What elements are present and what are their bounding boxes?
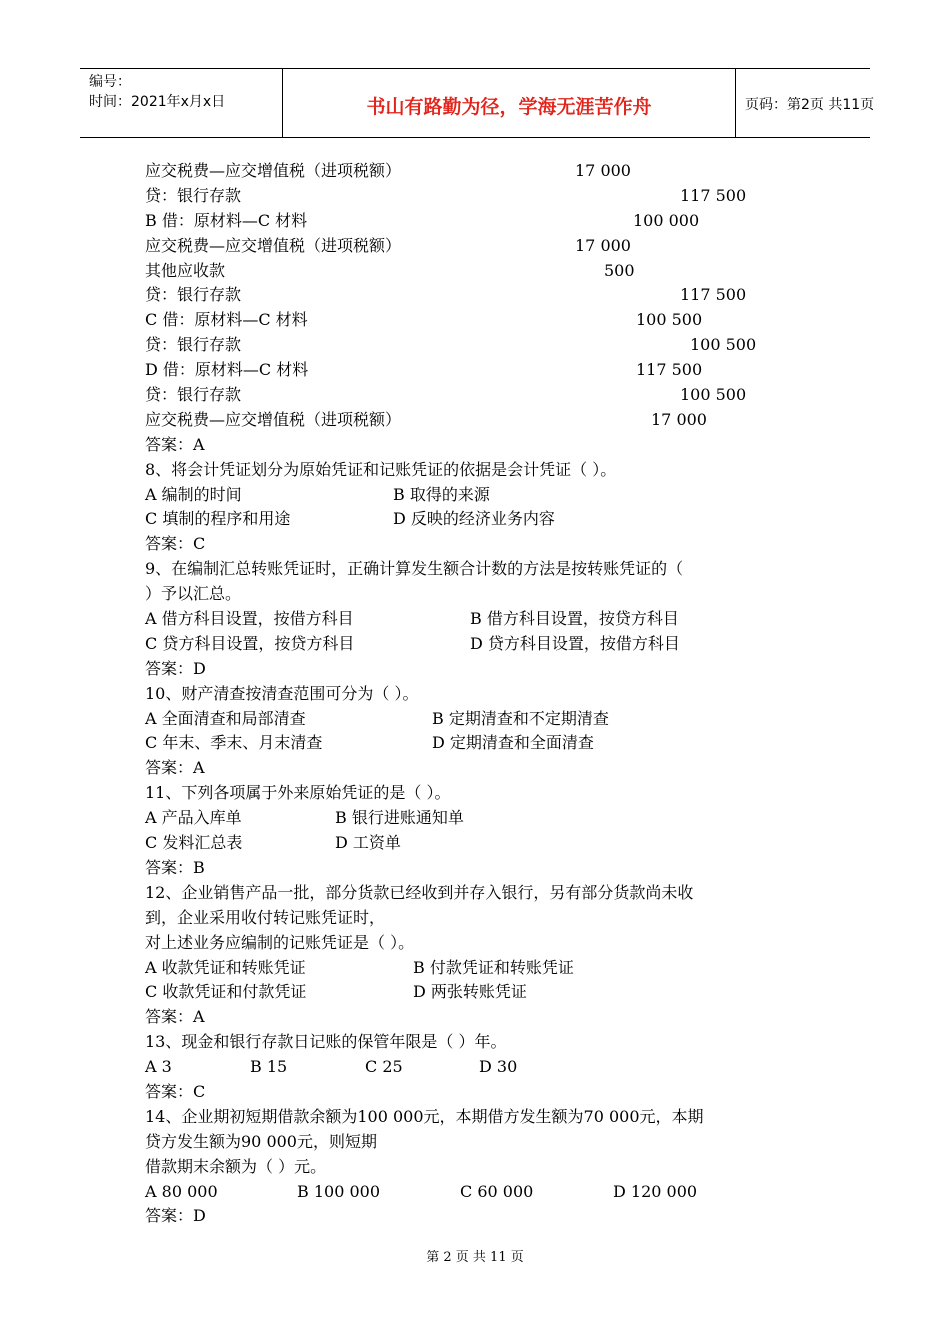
option-a: A 借方科目设置，按借方科目	[145, 609, 354, 629]
header-motto: 书山有路勤为径，学海无涯苦作舟	[366, 96, 652, 118]
option-row	[145, 831, 825, 856]
option-a: A 编制的时间	[145, 484, 242, 504]
option-b: B 借方科目设置，按贷方科目	[470, 609, 679, 629]
question-stem: 8、将会计凭证划分为原始凭证和记账凭证的依据是会计凭证（ ）。	[145, 459, 617, 479]
entry-text: 贷：银行存款	[145, 285, 242, 305]
header-left-cell	[80, 69, 282, 137]
entry-amount: 500	[604, 260, 635, 280]
entry-amount: 117 500	[680, 285, 747, 305]
entry-line	[145, 159, 825, 184]
question-stem-cont: ）予以汇总。	[145, 584, 242, 604]
option-d: D 工资单	[335, 833, 401, 853]
entry-line	[145, 209, 825, 234]
entry-amount: 100 000	[633, 210, 700, 230]
question-stem: 14、企业期初短期借款余额为100 000元，本期借方发生额为70 000元，本期	[145, 1106, 704, 1126]
document-number-label: 编号：	[89, 74, 131, 90]
header-page-info: 页码：第2页 共11页	[745, 97, 875, 113]
option-d: D 反映的经济业务内容	[393, 509, 555, 529]
header-motto-cell	[282, 69, 736, 137]
page-header	[80, 68, 875, 138]
answer-line: 答案：C	[145, 534, 206, 554]
entry-amount: 17 000	[575, 235, 631, 255]
entry-amount: 117 500	[680, 185, 747, 205]
entry-text: 贷：银行存款	[145, 335, 242, 355]
entry-amount: 17 000	[575, 161, 631, 180]
question-stem-cont: 对上述业务应编制的记账凭证是（ ）。	[145, 932, 415, 952]
option-b: B 付款凭证和转账凭证	[413, 957, 574, 977]
option-row	[145, 1055, 825, 1080]
question-stem: 11、下列各项属于外来原始凭证的是（ ）。	[145, 783, 451, 803]
question-stem-cont: 贷方发生额为90 000元，则短期	[145, 1131, 377, 1151]
page-footer: 第 2 页 共 11 页	[426, 1250, 524, 1265]
option-row	[145, 607, 825, 632]
answer-line: 答案：D	[145, 1206, 206, 1226]
option-d: D 120 000	[613, 1181, 698, 1201]
entry-text: 其他应收款	[145, 260, 226, 280]
option-row	[145, 483, 825, 508]
entry-line	[145, 308, 825, 333]
option-a: A 80 000	[145, 1181, 218, 1201]
option-a: A 收款凭证和转账凭证	[145, 957, 306, 977]
option-c: C 收款凭证和付款凭证	[145, 982, 307, 1002]
option-d: D 两张转账凭证	[413, 982, 527, 1002]
question-stem: 12、企业销售产品一批，部分货款已经收到并存入银行，另有部分货款尚未收	[145, 882, 694, 902]
entry-amount: 100 500	[680, 385, 747, 405]
header-right-cell	[735, 69, 875, 137]
option-a: A 全面清查和局部清查	[145, 708, 306, 728]
entry-text: 贷：银行存款	[145, 385, 242, 405]
answer-line: 答案：A	[145, 758, 205, 778]
option-row	[145, 507, 825, 532]
entry-text: C 借：原材料—C 材料	[145, 310, 308, 330]
option-b: B 取得的来源	[393, 484, 490, 504]
entry-text: 应交税费—应交增值税（进项税额）	[145, 161, 402, 180]
option-c: C 填制的程序和用途	[145, 509, 291, 529]
entry-line	[145, 358, 825, 383]
option-c: C 25	[365, 1057, 403, 1077]
entry-amount: 117 500	[636, 360, 703, 380]
entry-line	[145, 234, 825, 259]
entry-line	[145, 283, 825, 308]
entry-text: 贷：银行存款	[145, 185, 242, 205]
question-stem-cont: 借款期末余额为（ ）元。	[145, 1156, 327, 1176]
entry-text: B 借：原材料—C 材料	[145, 210, 308, 230]
answer-line: 答案：A	[145, 1007, 205, 1027]
answer-line: 答案：D	[145, 658, 206, 678]
entry-line	[145, 383, 825, 408]
option-a: A 3	[145, 1057, 172, 1077]
option-d: D 定期清查和全面清查	[432, 733, 594, 753]
entry-line	[145, 184, 825, 209]
entry-text: D 借：原材料—C 材料	[145, 360, 309, 380]
option-c: C 年末、季末、月末清查	[145, 733, 323, 753]
answer-line: 答案：B	[145, 857, 205, 877]
option-row	[145, 731, 825, 756]
answer-line: 答案：C	[145, 1081, 206, 1101]
option-b: B 银行进账通知单	[335, 808, 464, 828]
document-date: 时间：2021年x月x日	[89, 94, 226, 110]
entry-line	[145, 259, 825, 284]
question-stem: 9、在编制汇总转账凭证时，正确计算发生额合计数的方法是按转账凭证的（	[145, 559, 684, 579]
option-b: B 100 000	[297, 1181, 381, 1201]
entry-text: 应交税费—应交增值税（进项税额）	[145, 409, 402, 429]
option-a: A 产品入库单	[145, 808, 242, 828]
option-row	[145, 956, 825, 981]
option-row	[145, 806, 825, 831]
option-row	[145, 1180, 825, 1205]
option-c: C 发料汇总表	[145, 833, 243, 853]
entry-amount: 100 500	[690, 335, 757, 355]
question-stem: 13、现金和银行存款日记账的保管年限是（ ）年。	[145, 1032, 507, 1052]
entry-amount: 100 500	[636, 310, 703, 330]
option-c: C 60 000	[460, 1181, 534, 1201]
option-row	[145, 980, 825, 1005]
option-b: B 15	[250, 1057, 288, 1077]
option-d: D 30	[479, 1057, 518, 1077]
entry-line	[145, 408, 825, 433]
entry-amount: 17 000	[651, 409, 707, 429]
option-d: D 贷方科目设置，按借方科目	[470, 633, 680, 653]
option-c: C 贷方科目设置，按贷方科目	[145, 633, 355, 653]
document-body	[145, 159, 825, 1229]
question-stem-cont: 到，企业采用收付转记账凭证时，	[145, 907, 386, 927]
entry-line	[145, 333, 825, 358]
option-row	[145, 707, 825, 732]
question-stem: 10、财产清查按清查范围可分为（ ）。	[145, 683, 419, 703]
option-row	[145, 632, 825, 657]
option-b: B 定期清查和不定期清查	[432, 708, 609, 728]
answer-line: 答案：A	[145, 434, 205, 454]
entry-text: 应交税费—应交增值税（进项税额）	[145, 235, 402, 255]
